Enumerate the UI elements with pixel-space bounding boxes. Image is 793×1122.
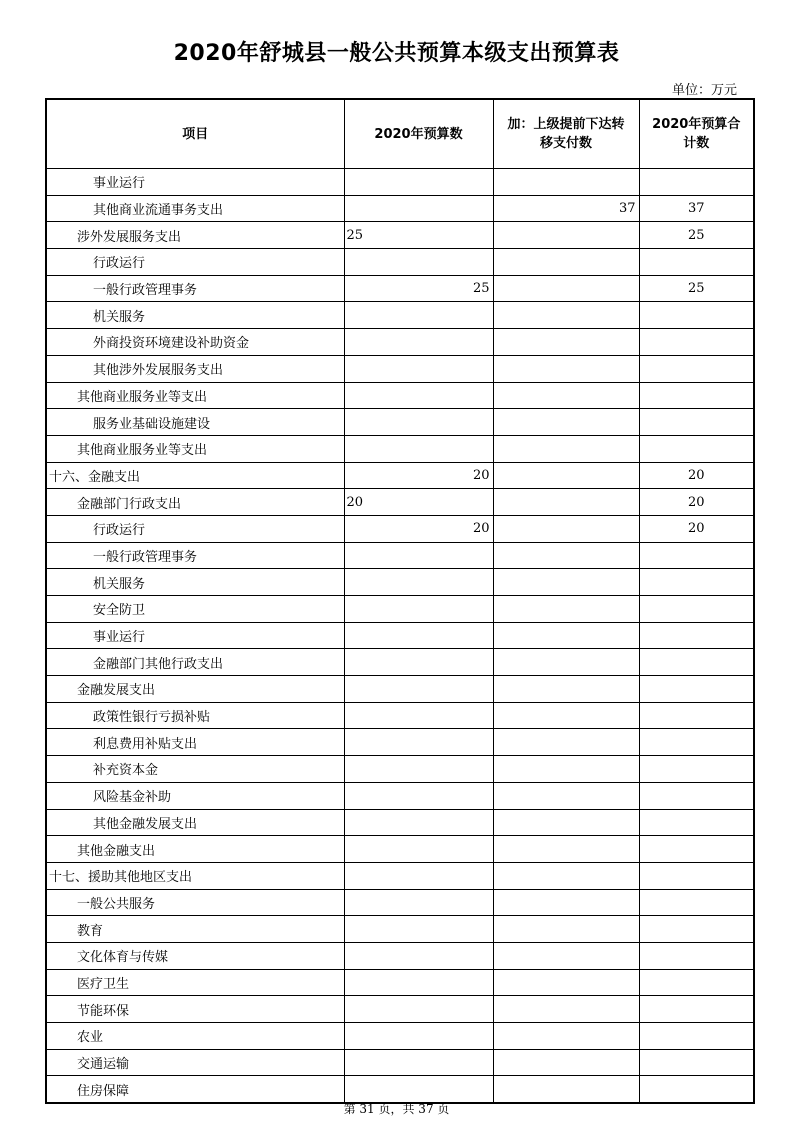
row-item-name: 其他商业服务业等支出 [46,382,344,409]
table-row [46,462,754,489]
row-budget-value [344,409,493,436]
row-transfer-value [493,676,639,703]
row-item-name: 十七、援助其他地区支出 [46,862,344,889]
row-item-name: 服务业基础设施建设 [46,409,344,436]
row-transfer-value [493,462,639,489]
table-row [46,996,754,1023]
row-budget-value [344,169,493,196]
row-item-name: 一般行政管理事务 [46,275,344,302]
table-row [46,302,754,329]
row-total-value [639,542,754,569]
row-item-name: 其他金融发展支出 [46,809,344,836]
row-transfer-value [493,889,639,916]
row-transfer-value [493,969,639,996]
row-budget-value: 25 [344,275,493,302]
row-total-value [639,329,754,356]
table-row [46,489,754,516]
row-total-value [639,435,754,462]
row-transfer-value [493,729,639,756]
table-row [46,676,754,703]
row-total-value [639,355,754,382]
table-row [46,355,754,382]
row-total-value [639,302,754,329]
row-item-name: 事业运行 [46,169,344,196]
row-item-name: 利息费用补贴支出 [46,729,344,756]
row-item-name: 其他商业服务业等支出 [46,435,344,462]
row-budget-value [344,622,493,649]
table-row [46,1023,754,1050]
row-total-value: 25 [639,275,754,302]
table-body [46,169,754,1104]
row-transfer-value [493,542,639,569]
row-transfer-value: 37 [493,195,639,222]
row-total-value: 25 [639,222,754,249]
row-transfer-value [493,409,639,436]
table-row [46,649,754,676]
row-budget-value [344,382,493,409]
table-row [46,195,754,222]
row-transfer-value [493,515,639,542]
table-header-row [46,99,754,169]
table-row [46,329,754,356]
row-total-value [639,382,754,409]
table-row [46,169,754,196]
row-total-value [639,702,754,729]
row-total-value: 20 [639,489,754,516]
row-total-value [639,916,754,943]
row-budget-value [344,862,493,889]
row-budget-value: 25 [344,222,493,249]
row-transfer-value [493,702,639,729]
header-budget: 2020年预算数 [344,99,493,169]
row-item-name: 金融部门行政支出 [46,489,344,516]
table-row [46,942,754,969]
row-transfer-value [493,1076,639,1103]
table-row [46,622,754,649]
row-total-value [639,889,754,916]
header-total-text: 2020年预算合计数 [652,117,741,151]
row-budget-value [344,249,493,276]
row-transfer-value [493,916,639,943]
row-total-value [639,676,754,703]
table-row [46,1076,754,1103]
row-item-name: 风险基金补助 [46,782,344,809]
row-budget-value [344,942,493,969]
row-budget-value [344,809,493,836]
row-transfer-value [493,275,639,302]
row-item-name: 安全防卫 [46,596,344,623]
table-row [46,702,754,729]
row-transfer-value [493,809,639,836]
row-item-name: 机关服务 [46,569,344,596]
row-item-name: 住房保障 [46,1076,344,1103]
row-item-name: 事业运行 [46,622,344,649]
row-total-value [639,1023,754,1050]
row-item-name: 行政运行 [46,249,344,276]
row-budget-value: 20 [344,489,493,516]
row-total-value [639,969,754,996]
row-budget-value [344,1049,493,1076]
row-total-value [639,649,754,676]
row-transfer-value [493,302,639,329]
table-row [46,435,754,462]
row-item-name: 十六、金融支出 [46,462,344,489]
row-budget-value [344,302,493,329]
row-total-value [639,782,754,809]
row-item-name: 金融发展支出 [46,676,344,703]
row-total-value [639,409,754,436]
row-budget-value [344,996,493,1023]
row-transfer-value [493,169,639,196]
row-budget-value [344,649,493,676]
row-transfer-value [493,1049,639,1076]
row-transfer-value [493,942,639,969]
row-item-name: 政策性银行亏损补贴 [46,702,344,729]
row-total-value [639,622,754,649]
row-transfer-value [493,782,639,809]
table-row [46,889,754,916]
row-transfer-value [493,862,639,889]
row-budget-value: 20 [344,515,493,542]
row-transfer-value [493,569,639,596]
header-transfer [493,99,639,169]
row-total-value [639,1049,754,1076]
row-total-value [639,756,754,783]
row-total-value [639,729,754,756]
table-row [46,515,754,542]
row-item-name: 涉外发展服务支出 [46,222,344,249]
table-row [46,756,754,783]
row-budget-value [344,355,493,382]
table-row [46,836,754,863]
row-transfer-value [493,222,639,249]
row-item-name: 医疗卫生 [46,969,344,996]
row-budget-value [344,702,493,729]
table-row [46,275,754,302]
table-row [46,1049,754,1076]
row-budget-value [344,889,493,916]
row-transfer-value [493,435,639,462]
row-budget-value [344,596,493,623]
row-budget-value [344,542,493,569]
row-item-name: 农业 [46,1023,344,1050]
table-row [46,569,754,596]
row-item-name: 其他涉外发展服务支出 [46,355,344,382]
row-budget-value [344,782,493,809]
row-total-value [639,996,754,1023]
header-transfer-text: 加：上级提前下达转移支付数 [507,117,625,151]
row-total-value [639,862,754,889]
row-budget-value [344,435,493,462]
row-budget-value [344,756,493,783]
row-item-name: 文化体育与传媒 [46,942,344,969]
row-transfer-value [493,996,639,1023]
table-row [46,249,754,276]
row-budget-value [344,836,493,863]
row-total-value [639,1076,754,1103]
row-item-name: 教育 [46,916,344,943]
row-item-name: 其他商业流通事务支出 [46,195,344,222]
row-total-value [639,942,754,969]
row-item-name: 机关服务 [46,302,344,329]
row-total-value [639,569,754,596]
table-row [46,969,754,996]
table-row [46,729,754,756]
row-budget-value [344,329,493,356]
page-footer: 第 31 页，共 37 页 [343,1102,450,1116]
table-row [46,809,754,836]
row-item-name: 外商投资环境建设补助资金 [46,329,344,356]
header-total [639,99,754,169]
row-item-name: 补充资本金 [46,756,344,783]
row-transfer-value [493,622,639,649]
table-row [46,409,754,436]
row-total-value [639,809,754,836]
row-transfer-value [493,649,639,676]
row-total-value: 20 [639,515,754,542]
row-item-name: 行政运行 [46,515,344,542]
row-budget-value: 20 [344,462,493,489]
row-budget-value [344,569,493,596]
row-total-value: 37 [639,195,754,222]
table-row [46,862,754,889]
row-budget-value [344,916,493,943]
row-total-value [639,836,754,863]
table-row [46,222,754,249]
row-budget-value [344,195,493,222]
budget-table [45,98,755,1104]
row-item-name: 金融部门其他行政支出 [46,649,344,676]
row-transfer-value [493,355,639,382]
row-total-value [639,249,754,276]
table-row [46,916,754,943]
page-title: 2020年舒城县一般公共预算本级支出预算表 [173,41,620,66]
row-transfer-value [493,489,639,516]
row-item-name: 交通运输 [46,1049,344,1076]
row-total-value [639,169,754,196]
row-transfer-value [493,596,639,623]
row-total-value [639,596,754,623]
row-transfer-value [493,329,639,356]
row-budget-value [344,729,493,756]
table-row [46,596,754,623]
row-transfer-value [493,249,639,276]
row-item-name: 一般公共服务 [46,889,344,916]
row-transfer-value [493,756,639,783]
table-row [46,382,754,409]
row-budget-value [344,969,493,996]
row-item-name: 节能环保 [46,996,344,1023]
row-transfer-value [493,836,639,863]
table-row [46,542,754,569]
unit-label: 单位：万元 [671,83,737,98]
row-transfer-value [493,382,639,409]
row-budget-value [344,676,493,703]
row-budget-value [344,1023,493,1050]
row-item-name: 其他金融支出 [46,836,344,863]
header-item: 项目 [46,99,344,169]
row-budget-value [344,1076,493,1103]
row-item-name: 一般行政管理事务 [46,542,344,569]
row-total-value: 20 [639,462,754,489]
table-row [46,782,754,809]
row-transfer-value [493,1023,639,1050]
